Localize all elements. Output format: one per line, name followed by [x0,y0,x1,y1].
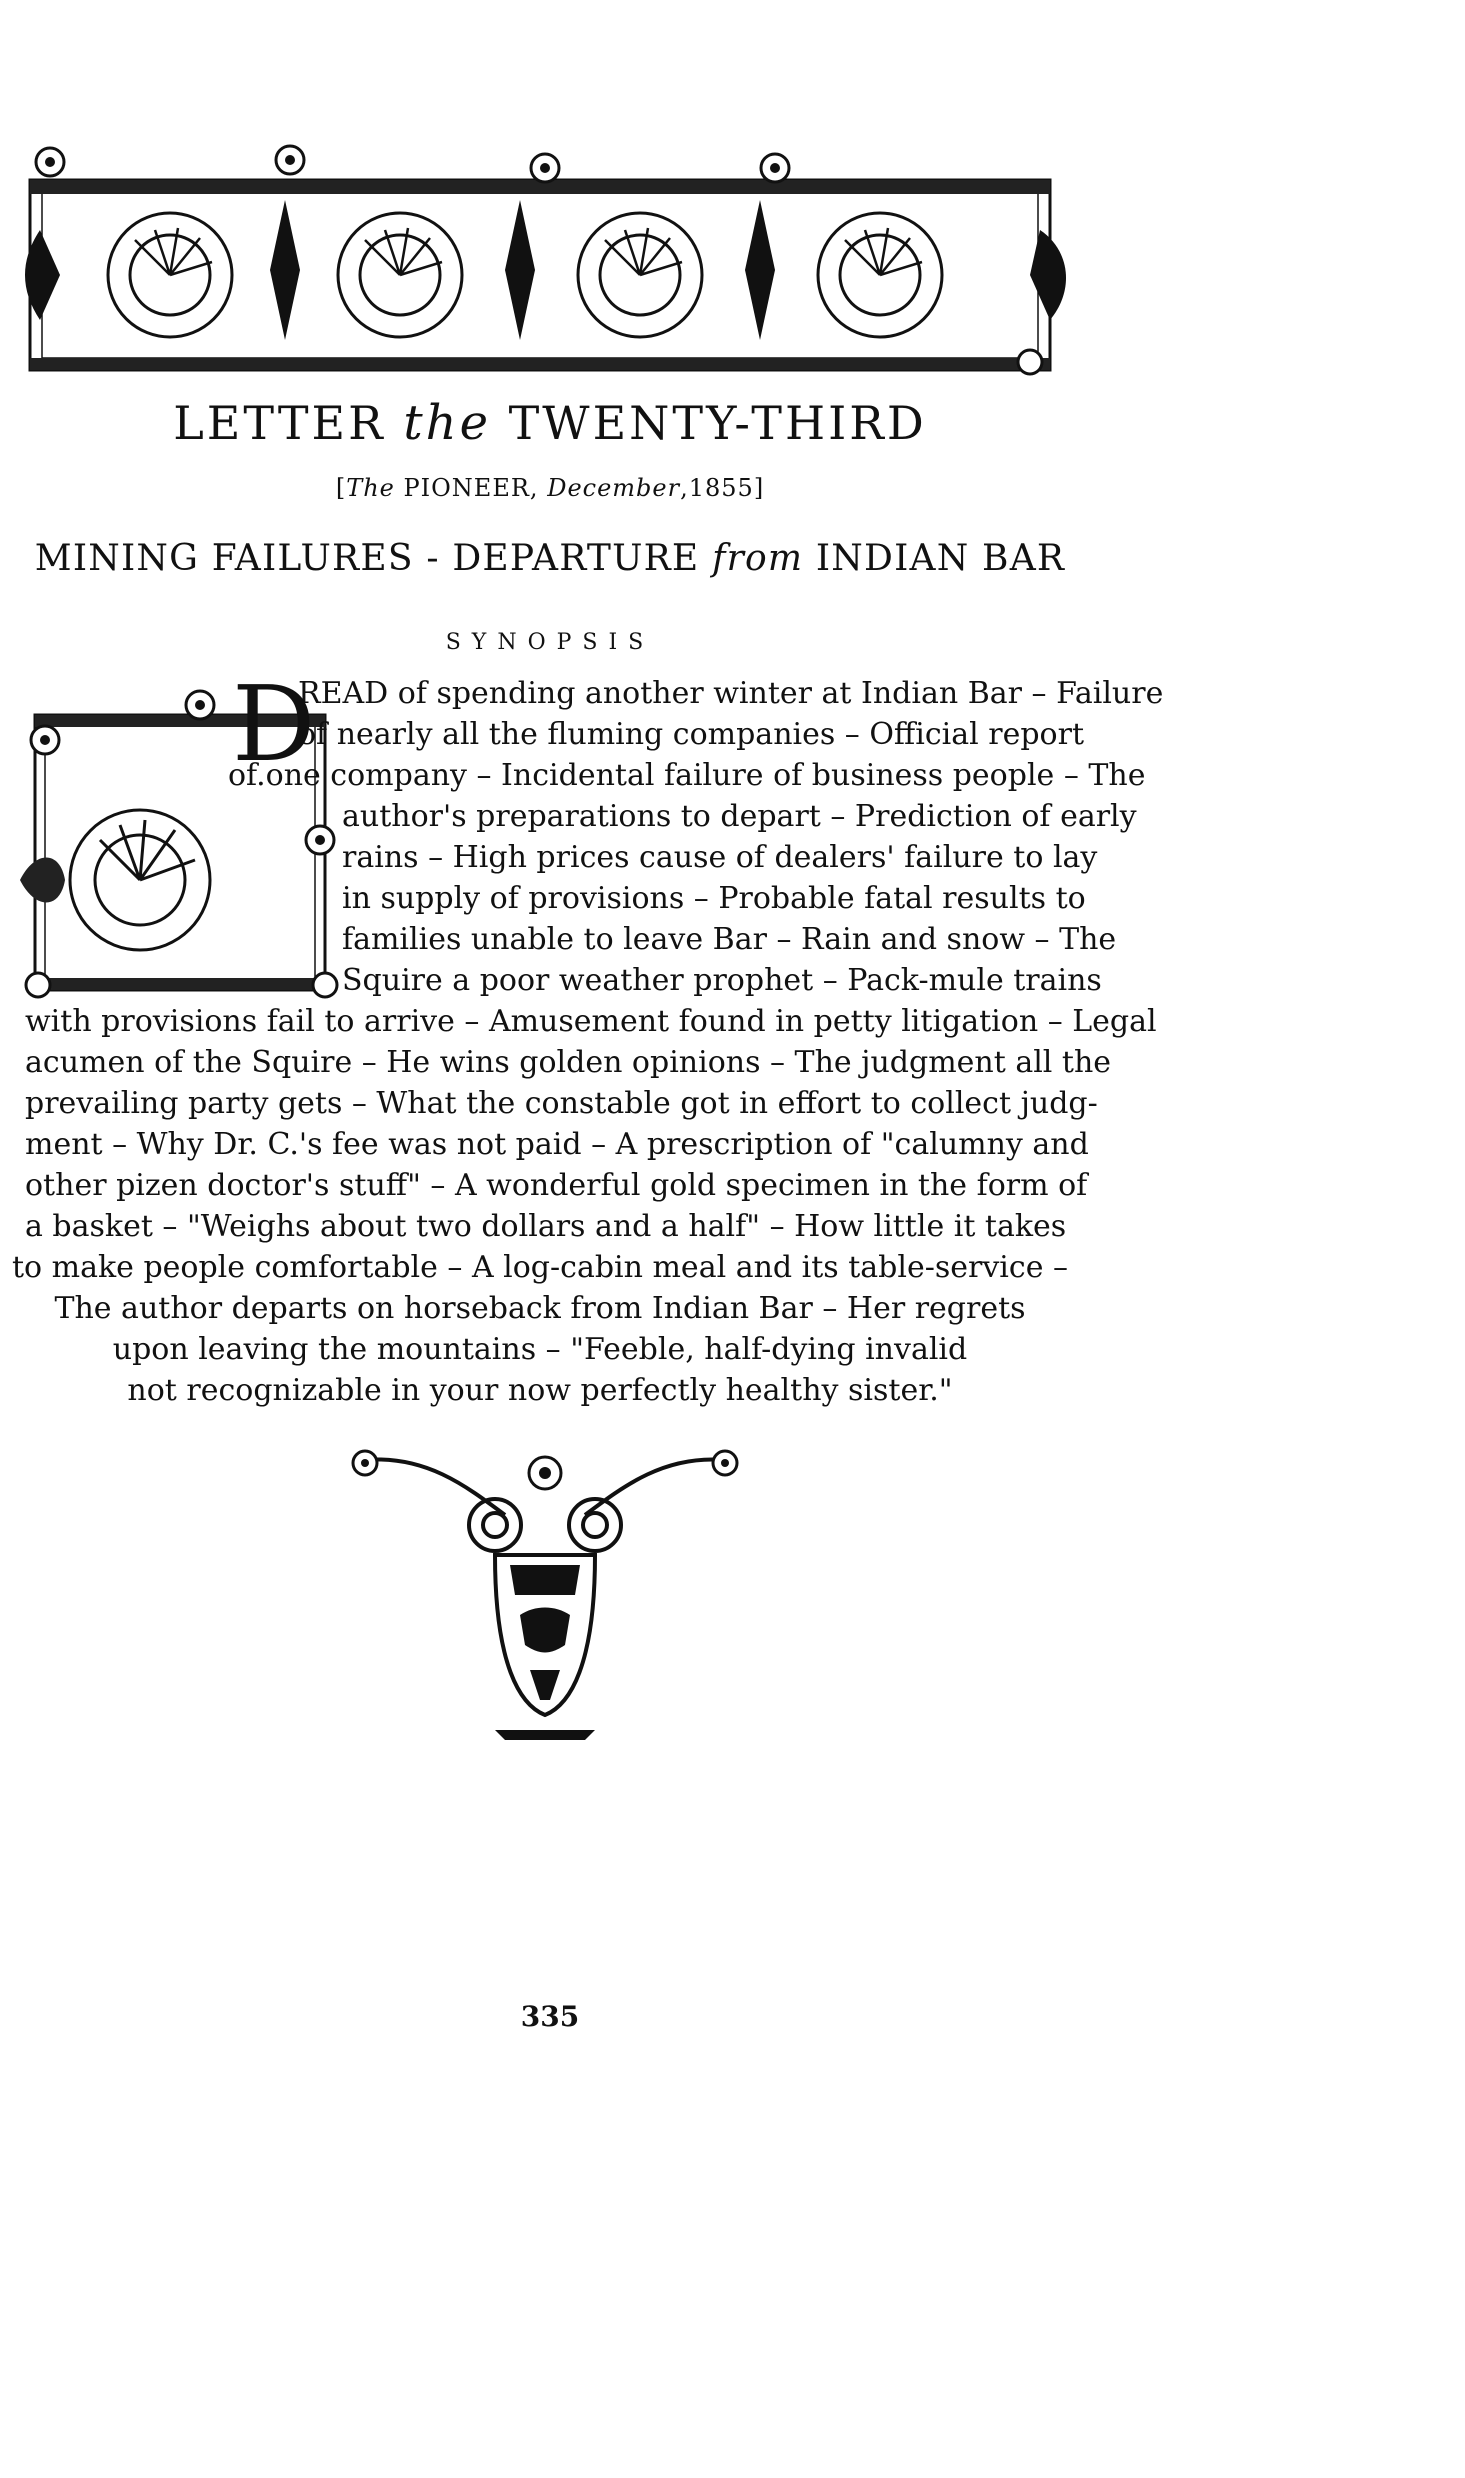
title-word2-rest: WENTY-THIRD [542,396,927,450]
synopsis-line: with provisions fail to arrive – Amusement found in petty litigation – Legal [25,1004,1157,1039]
source-the: The [346,474,395,502]
title-word2-initial: T [508,396,543,450]
source-citation [0,474,1100,502]
source-open-bracket: [ [335,474,347,502]
source-year: ,1855 [680,474,754,502]
drop-cap: D [232,663,316,785]
synopsis-line: prevailing party gets – What the constable got in effort to collect judg- [25,1086,1098,1121]
synopsis-line: READ of spending another winter at Indian Bar – Failure [298,676,1164,711]
synopsis-line: of nearly all the fluming companies – Official report [298,717,1085,752]
ornamental-header-band [20,140,1080,380]
chapter-after: INDIAN BAR [815,538,1066,579]
synopsis-line: of.one company – Incidental failure of business people – The [228,758,1146,793]
chapter-heading [0,538,1100,579]
chapter-before: MINING FAILURES - DEPARTURE [34,538,700,579]
synopsis-line: to make people comfortable – A log-cabin meal and its table-service – [12,1250,1068,1285]
title-word1-initial: L [173,396,207,450]
synopsis-line: families unable to leave Bar – Rain and snow – The [342,922,1117,957]
synopsis-line: acumen of the Squire – He wins golden opinions – The judgment all the [25,1045,1112,1080]
source-close-bracket: ] [753,474,765,502]
synopsis-line: rains – High prices cause of dealers' failure to lay [342,840,1098,875]
synopsis-line: The author departs on horseback from Indian Bar – Her regrets [54,1291,1026,1326]
synopsis-line: other pizen doctor's stuff" – A wonderful gold specimen in the form of [25,1168,1088,1203]
source-month: December [547,474,681,502]
synopsis-line: ment – Why Dr. C.'s fee was not paid – A prescription of "calumny and [25,1127,1089,1162]
synopsis-line: upon leaving the mountains – "Feeble, half-dying invalid [112,1332,968,1367]
synopsis-line: a basket – "Weighs about two dollars and a half" – How little it takes [25,1209,1067,1244]
synopsis-line: in supply of provisions – Probable fatal results to [342,881,1086,916]
source-separator: , [529,474,539,502]
synopsis-heading: SYNOPSIS [445,630,655,655]
title-connector: the [403,395,491,451]
end-ornament [345,1445,745,1740]
synopsis-line: author's preparations to depart – Prediction of early [342,799,1137,834]
synopsis-line: not recognizable in your now perfectly healthy sister." [127,1373,953,1408]
title-word1-rest: ETTER [206,396,386,450]
synopsis-line: Squire a poor weather prophet – Pack-mule trains [342,963,1102,998]
source-publication: PIONEER [403,474,530,502]
chapter-connector: from [712,538,804,579]
letter-title [0,395,1100,451]
page-number: 335 [520,2000,580,2033]
